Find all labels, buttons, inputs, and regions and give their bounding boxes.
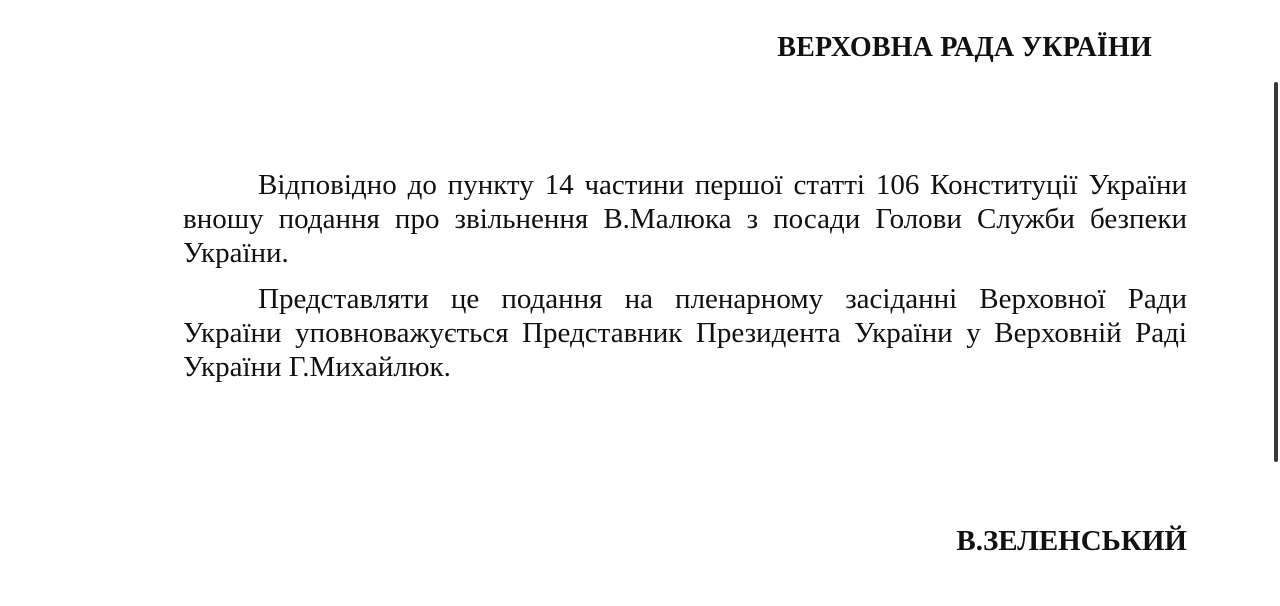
addressee-heading: ВЕРХОВНА РАДА УКРАЇНИ <box>777 32 1152 63</box>
document-body <box>183 168 1187 396</box>
signature: В.ЗЕЛЕНСЬКИЙ <box>956 525 1187 557</box>
paragraph-submission: Відповідно до пункту 14 частини першої статті 106 Конституції України вношу подання про звільнення В.Малюка з посади Голови Служби безпеки України. <box>183 169 1187 269</box>
vertical-scrollbar[interactable] <box>1274 82 1278 462</box>
paragraph-representative: Представляти це подання на пленарному засіданні Верховної Ради України уповноважується Представник Президента України у Верховній Раді України Г.Михайлюк. <box>183 283 1187 383</box>
